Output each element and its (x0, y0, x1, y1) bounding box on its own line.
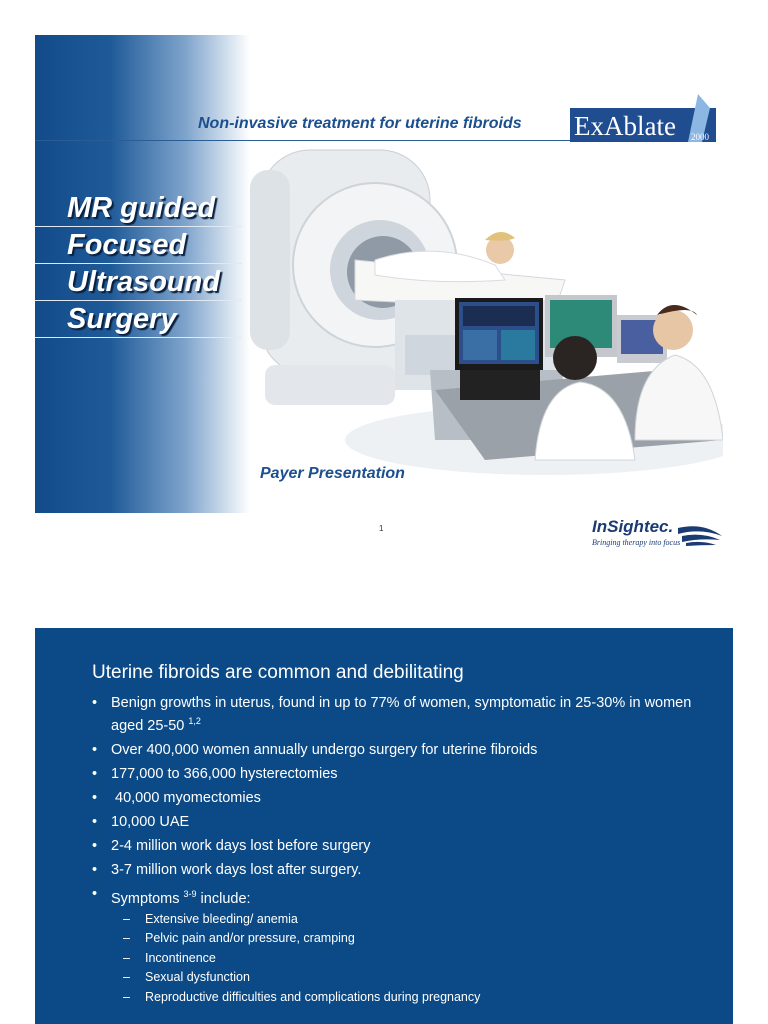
bullet-item: • 3-7 million work days lost after surgery. (92, 861, 712, 879)
symptom-list (111, 911, 712, 1005)
exablate-logo (570, 94, 716, 142)
title-line-text: Surgery (67, 303, 177, 335)
insightec-logo-slogan: Bringing therapy into focus (592, 538, 681, 547)
bullet-item: • 177,000 to 366,000 hysterectomies (92, 765, 712, 783)
bullet-item: • Over 400,000 women annually undergo surgery for uterine fibroids (92, 741, 712, 759)
bullet-item: • 2-4 million work days lost before surgery (92, 837, 712, 855)
insightec-logo-name: InSightec. (592, 517, 674, 536)
slide-2-title: Uterine fibroids are common and debilitating (92, 662, 464, 683)
title-line-text: Ultrasound (67, 266, 221, 298)
bullet-text: Benign growths in uterus, found in up to 77% of women, symptomatic in 25-30% in women aged 25-50 (111, 695, 692, 734)
bullet-text: Symptoms (111, 890, 184, 907)
bullet-item (92, 885, 712, 1005)
mri-system-photo (245, 140, 723, 480)
symptom-item: – Reproductive difficulties and complications during pregnancy (111, 989, 712, 1005)
symptom-item: – Extensive bleeding/ anemia (111, 911, 712, 927)
title-line (35, 301, 242, 338)
title-line-text: MR guided (67, 192, 216, 224)
title-line (35, 190, 242, 227)
bullet-item: • 40,000 myomectomies (92, 789, 712, 807)
citation-superscript: 1,2 (188, 716, 201, 726)
bullet-text: include: (196, 890, 251, 907)
bullet-list (92, 694, 712, 1011)
bullet-item: • 10,000 UAE (92, 813, 712, 831)
slide-title (35, 190, 242, 338)
presentation-subtitle: Payer Presentation (260, 465, 405, 482)
title-line-text: Focused (67, 229, 187, 261)
citation-superscript: 3-9 (183, 888, 197, 899)
symptom-item: – Sexual dysfunction (111, 969, 712, 985)
symptom-item: – Incontinence (111, 950, 712, 966)
slide-2 (35, 628, 733, 1024)
bullet-item (92, 694, 712, 735)
title-line (35, 227, 242, 264)
exablate-logo-word: ExAblate (574, 111, 676, 141)
title-line (35, 264, 242, 301)
page-number: 1 (379, 524, 384, 533)
insightec-logo (590, 512, 724, 552)
swoosh-icon (678, 526, 722, 536)
tagline: Non-invasive treatment for uterine fibroids (198, 115, 522, 132)
symptom-item: – Pelvic pain and/or pressure, cramping (111, 930, 712, 946)
exablate-logo-year: 2000 (691, 132, 709, 142)
